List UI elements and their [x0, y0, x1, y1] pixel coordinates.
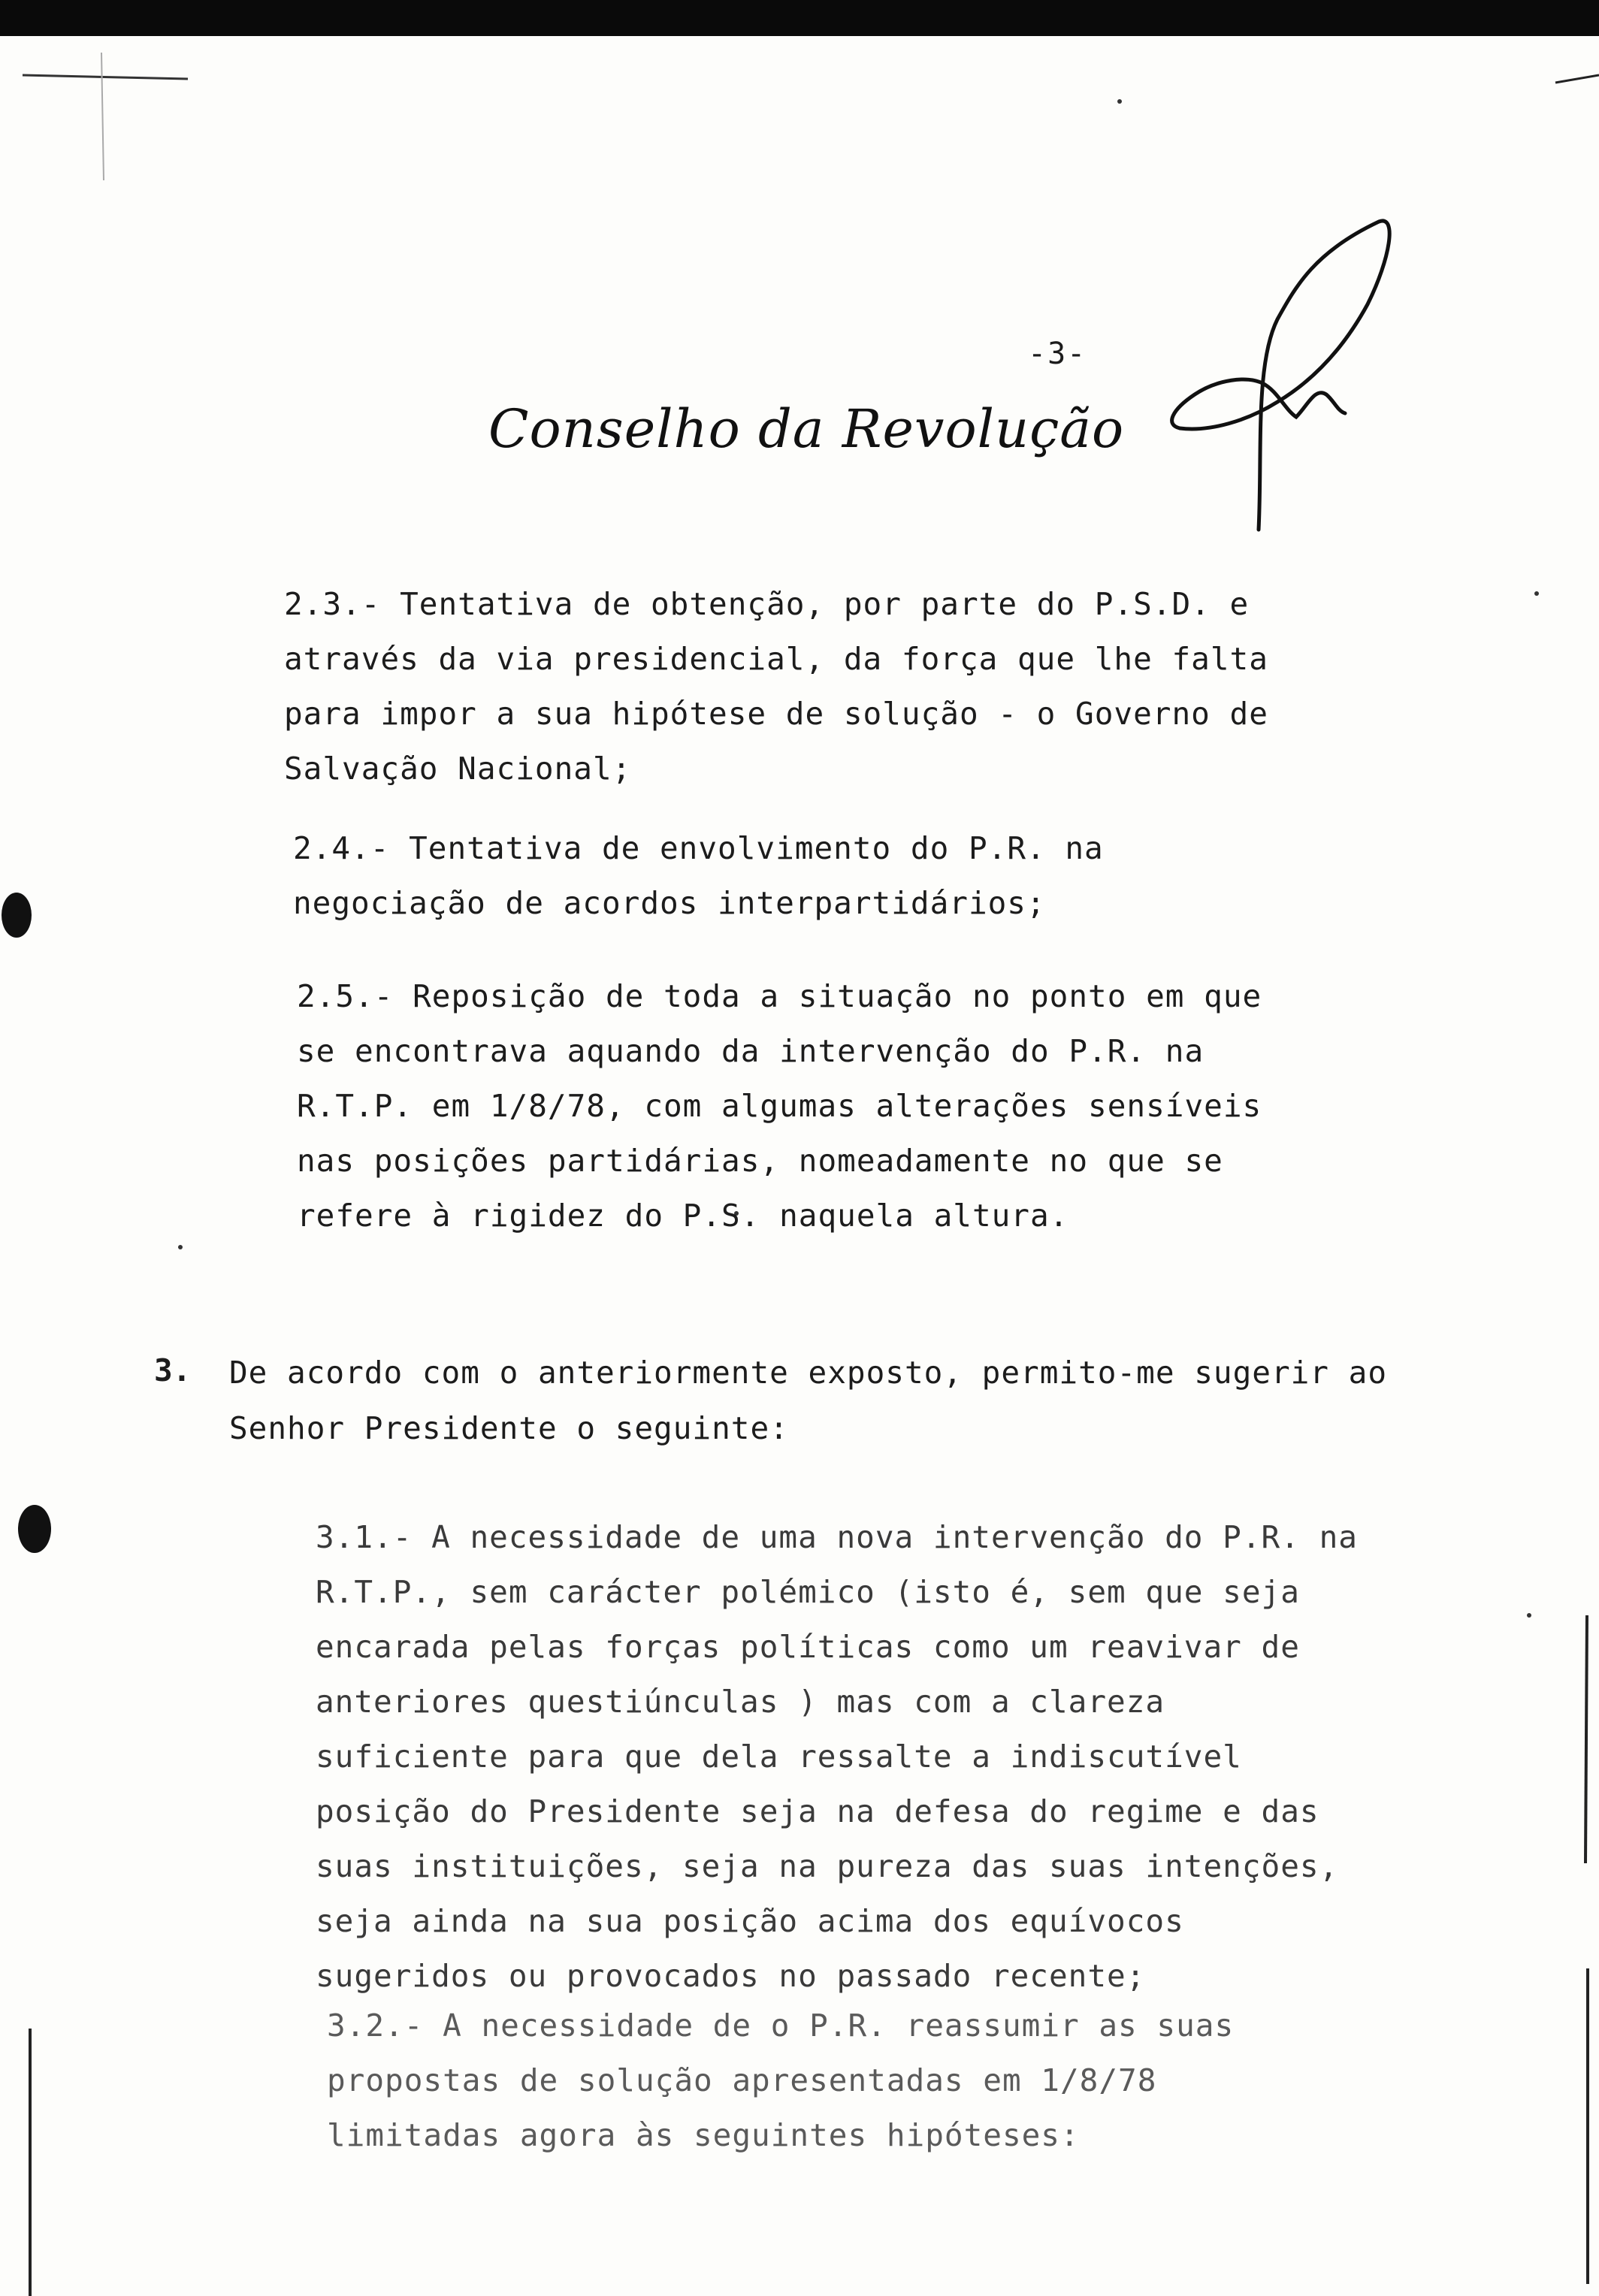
item-number: 2.5.-: [297, 978, 413, 1014]
section-number: 3.: [154, 1352, 192, 1388]
list-item-2-3: [284, 577, 1306, 796]
item-text: A necessidade de o P.R. reassumir as suas propostas de solução apresentadas em 1/8/78 limitadas agora às seguintes hipóteses:: [327, 2007, 1235, 2153]
item-text: Tentativa de obtenção, por parte do P.S.D. e através da via presidencial, da força que lhe falta para impor a sua hipótese de solução - o Governo de Salvação Nacional;: [284, 586, 1268, 787]
item-number: 2.3.-: [284, 586, 401, 622]
item-text: A necessidade de uma nova intervenção do P.R. na R.T.P., sem carácter polémico (isto é, sem que seja encarada pelas forças políticas como um reavivar de anteriores questiúnculas ) mas com a clareza suficiente para que dela ressalte a indiscutível posição do Presidente seja na defesa do regime e das suas instituições, seja na pureza das suas intenções, seja ainda na sua posição acima dos equívocos sugeridos ou provocados no passado recente;: [316, 1519, 1358, 1994]
item-number: 3.1.-: [316, 1519, 432, 1555]
list-item-3-2: [327, 1998, 1326, 2163]
handwritten-signature: [1165, 214, 1405, 537]
item-text: Tentativa de envolvimento do P.R. na negociação de acordos interpartidários;: [293, 830, 1104, 921]
item-text: Reposição de toda a situação no ponto em que se encontrava aquando da intervenção do P.R. na R.T.P. em 1/8/78, com algumas alterações sensíveis nas posições partidárias, nomeadamente no que se refere à rigidez do P.S. naquela altura.: [297, 978, 1262, 1234]
list-item-2-4: [293, 821, 1307, 931]
page-number: -3-: [1028, 337, 1087, 371]
list-item-3-1: [316, 1510, 1368, 2004]
letterhead: Conselho da Revolução: [488, 398, 1125, 460]
list-item-2-5: [297, 969, 1304, 1243]
item-number: 2.4.-: [293, 830, 410, 866]
section-text: De acordo com o anteriormente exposto, permito-me sugerir ao Senhor Presidente o seguinte:: [229, 1355, 1388, 1446]
item-number: 3.2.-: [327, 2007, 443, 2044]
